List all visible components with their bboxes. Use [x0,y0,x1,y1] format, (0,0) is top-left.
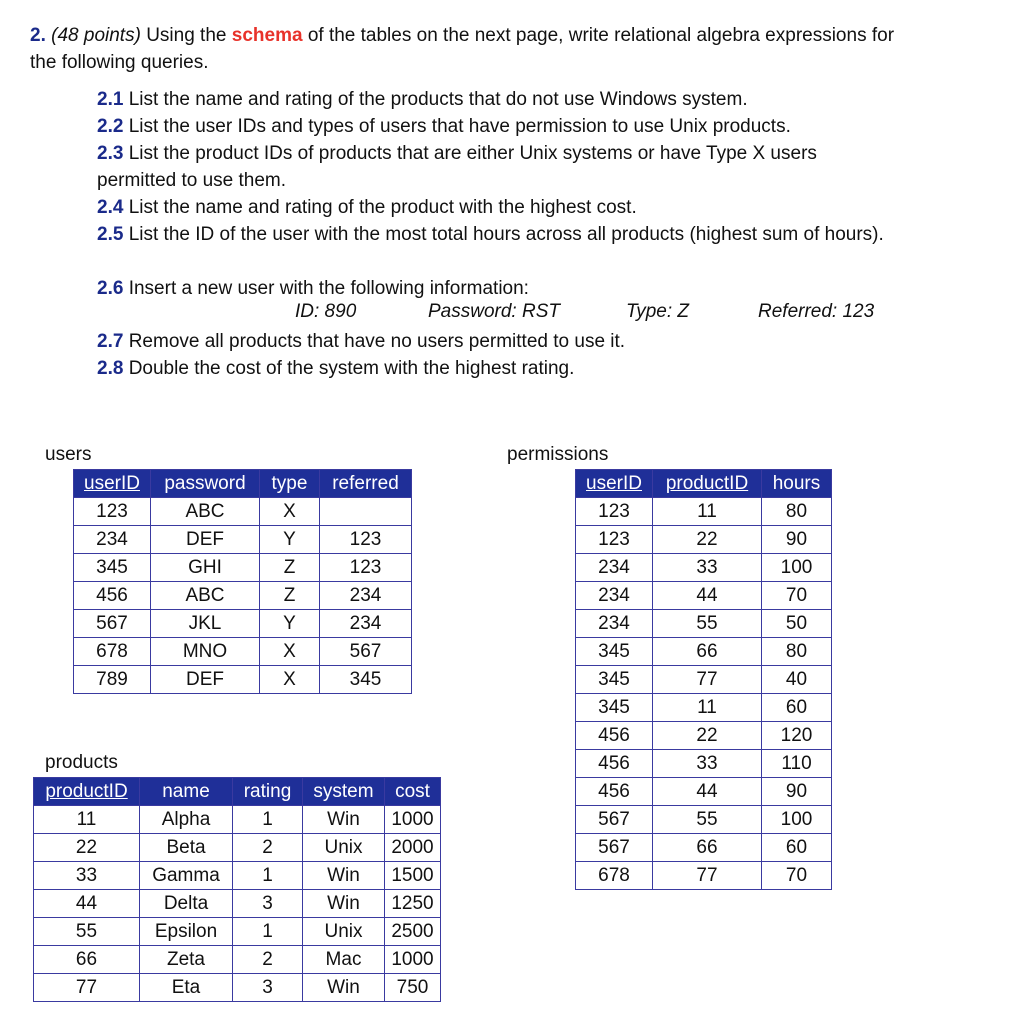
insert-id: ID: 890 [295,301,357,322]
insert-password: Password: RST [428,301,560,322]
table-cell: 1250 [385,890,441,918]
table-row [34,834,441,862]
table-cell: 55 [34,918,140,946]
table-cell [320,498,412,526]
table-cell: 750 [385,974,441,1002]
table-cell: 44 [34,890,140,918]
table-header-row [34,778,441,806]
table-cell: 3 [233,890,303,918]
subq-text: List the name and rating of the product with the highest cost. [128,197,637,218]
table-cell: 2 [233,834,303,862]
table-cell: 234 [320,610,412,638]
table-row [74,666,412,694]
table-cell: 3 [233,974,303,1002]
table-cell: 22 [653,722,762,750]
table-cell: 567 [576,806,653,834]
users-table-label: users [45,444,92,465]
users-table [73,469,412,694]
table-row [576,498,832,526]
table-cell: 234 [576,610,653,638]
table-row [576,862,832,890]
table-cell: 90 [762,778,832,806]
table-row [34,946,441,974]
subq-text: List the name and rating of the products that do not use Windows system. [128,89,748,110]
table-row [34,806,441,834]
column-header: hours [762,470,832,498]
column-header: type [260,470,320,498]
insert-referred: Referred: 123 [758,301,875,322]
table-row [576,638,832,666]
table-cell: 234 [576,554,653,582]
table-cell: 90 [762,526,832,554]
table-cell: 77 [653,862,762,890]
table-cell: 2500 [385,918,441,946]
table-row [576,722,832,750]
subq-text: List the ID of the user with the most total hours across all products (highest sum of hours). [128,224,884,245]
table-cell: X [260,666,320,694]
subq-text: List the product IDs of products that are either Unix systems or have Type X users permitted to use them. [97,143,817,191]
column-header: productID [34,778,140,806]
table-cell: 110 [762,750,832,778]
column-header: productID [653,470,762,498]
table-cell: 60 [762,834,832,862]
table-cell: 100 [762,806,832,834]
table-cell: DEF [151,526,260,554]
table-cell: 678 [576,862,653,890]
table-cell: Win [303,806,385,834]
column-header: cost [385,778,441,806]
table-cell: X [260,638,320,666]
table-cell: 234 [74,526,151,554]
table-cell: Win [303,890,385,918]
table-cell: Beta [140,834,233,862]
table-row [576,610,832,638]
table-cell: 55 [653,806,762,834]
table-cell: 1500 [385,862,441,890]
table-cell: Z [260,554,320,582]
table-cell: 33 [34,862,140,890]
subq-num: 2.7 [97,331,124,352]
subq-num: 2.3 [97,143,124,164]
subq-text: Insert a new user with the following information: [128,278,529,299]
table-cell: 567 [320,638,412,666]
table-cell: 345 [320,666,412,694]
table-cell: 11 [34,806,140,834]
table-cell: Zeta [140,946,233,974]
table-cell: 120 [762,722,832,750]
subq-text: Double the cost of the system with the highest rating. [128,358,575,379]
table-cell: 33 [653,750,762,778]
table-cell: 123 [320,526,412,554]
table-cell: 678 [74,638,151,666]
table-row [34,890,441,918]
column-header: userID [74,470,151,498]
table-row [576,778,832,806]
insert-type: Type: Z [626,301,689,322]
table-cell: 70 [762,862,832,890]
table-cell: ABC [151,498,260,526]
subq-text: Remove all products that have no users permitted to use it. [128,331,626,352]
table-row [576,666,832,694]
table-cell: ABC [151,582,260,610]
table-row [34,974,441,1002]
permissions-table-label: permissions [507,444,609,465]
table-cell: Alpha [140,806,233,834]
subquestion-2-7 [97,328,897,355]
table-cell: X [260,498,320,526]
table-cell: 345 [576,666,653,694]
table-cell: Win [303,974,385,1002]
table-cell: 80 [762,498,832,526]
table-cell: Eta [140,974,233,1002]
table-cell: 66 [34,946,140,974]
table-cell: 123 [320,554,412,582]
table-cell: 22 [34,834,140,862]
table-row [74,554,412,582]
question-points: (48 points) [51,25,141,46]
column-header: userID [576,470,653,498]
subquestion-2-5 [97,221,897,248]
question-header [30,22,900,76]
subquestion-2-4 [97,194,897,221]
table-row [576,582,832,610]
table-cell: Unix [303,834,385,862]
table-cell: Y [260,526,320,554]
subquestion-2-2 [97,113,897,140]
table-cell: 456 [74,582,151,610]
table-cell: 40 [762,666,832,694]
permissions-table [575,469,832,890]
table-cell: 77 [653,666,762,694]
table-cell: 60 [762,694,832,722]
table-cell: 123 [74,498,151,526]
subq-num: 2.6 [97,278,124,299]
table-cell: 1000 [385,946,441,974]
table-row [576,554,832,582]
table-cell: 1 [233,806,303,834]
subquestion-2-8 [97,355,897,382]
table-cell: DEF [151,666,260,694]
subq-num: 2.4 [97,197,124,218]
column-header: system [303,778,385,806]
table-cell: 44 [653,582,762,610]
table-cell: 789 [74,666,151,694]
table-cell: 22 [653,526,762,554]
subq-num: 2.2 [97,116,124,137]
column-header: referred [320,470,412,498]
table-cell: Mac [303,946,385,974]
table-cell: 234 [320,582,412,610]
products-table [33,777,441,1002]
table-cell: 100 [762,554,832,582]
table-cell: 2000 [385,834,441,862]
table-cell: Z [260,582,320,610]
table-cell: 44 [653,778,762,806]
column-header: name [140,778,233,806]
subquestion-2-3 [97,140,897,194]
table-cell: 11 [653,498,762,526]
table-cell: 11 [653,694,762,722]
table-header-row [576,470,832,498]
table-cell: 1 [233,918,303,946]
table-cell: MNO [151,638,260,666]
table-row [576,806,832,834]
table-cell: GHI [151,554,260,582]
table-cell: Epsilon [140,918,233,946]
subquestion-2-1 [97,86,897,113]
products-table-label: products [45,752,118,773]
table-cell: 456 [576,778,653,806]
table-cell: 345 [74,554,151,582]
table-cell: 567 [74,610,151,638]
table-row [576,834,832,862]
table-cell: 567 [576,834,653,862]
column-header: rating [233,778,303,806]
table-cell: 234 [576,582,653,610]
table-cell: 2 [233,946,303,974]
column-header: password [151,470,260,498]
table-cell: 66 [653,834,762,862]
table-row [34,918,441,946]
table-row [74,638,412,666]
table-cell: 66 [653,638,762,666]
table-cell: Gamma [140,862,233,890]
table-cell: 123 [576,526,653,554]
question-number: 2. [30,25,46,46]
table-cell: 33 [653,554,762,582]
table-row [74,526,412,554]
table-cell: 345 [576,694,653,722]
table-cell: 55 [653,610,762,638]
subq-num: 2.1 [97,89,124,110]
table-row [74,610,412,638]
table-row [576,694,832,722]
table-row [34,862,441,890]
question-text-before: Using the [146,25,227,46]
subq-text: List the user IDs and types of users that have permission to use Unix products. [128,116,791,137]
table-cell: 1 [233,862,303,890]
subq-num: 2.8 [97,358,124,379]
question-text-after: of the tables on the next page, write relational algebra expressions for the following queries. [30,25,895,73]
table-cell: JKL [151,610,260,638]
table-cell: 456 [576,722,653,750]
table-cell: 80 [762,638,832,666]
table-cell: 345 [576,638,653,666]
table-cell: Y [260,610,320,638]
table-cell: 456 [576,750,653,778]
table-cell: Delta [140,890,233,918]
table-cell: 70 [762,582,832,610]
table-row [74,582,412,610]
subq-num: 2.5 [97,224,124,245]
table-cell: Unix [303,918,385,946]
table-header-row [74,470,412,498]
table-row [576,750,832,778]
subquestion-2-6 [97,275,897,302]
table-cell: 50 [762,610,832,638]
table-row [74,498,412,526]
table-cell: 123 [576,498,653,526]
table-cell: 1000 [385,806,441,834]
schema-highlight: schema [231,25,303,46]
table-cell: Win [303,862,385,890]
table-cell: 77 [34,974,140,1002]
table-row [576,526,832,554]
